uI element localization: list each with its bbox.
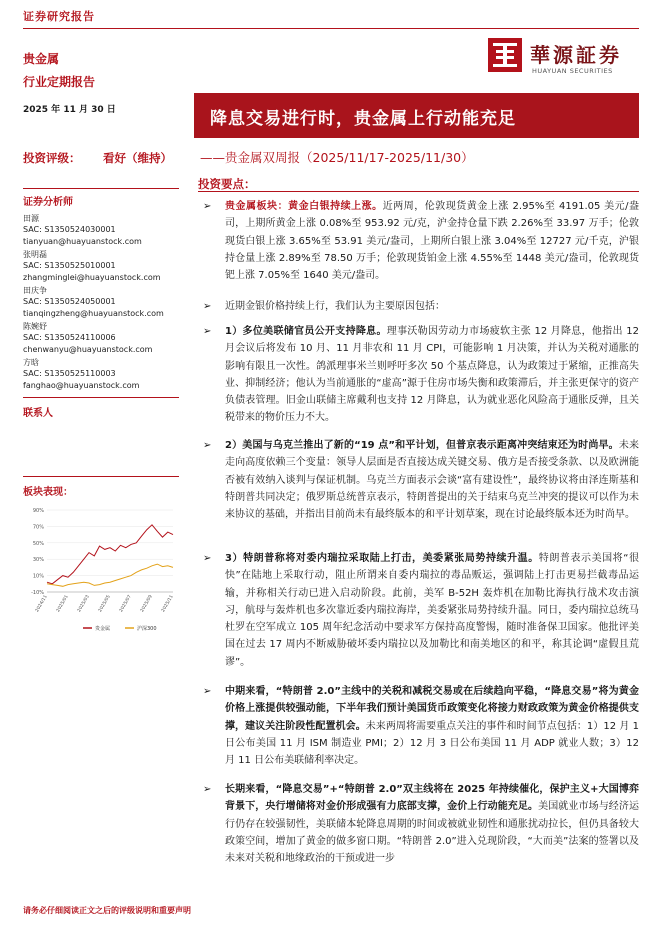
- paragraph-text: 未来两周将需要重点关注的事件和时间节点包括：1）12 月 1 日公布美国 11 月 ISM 制造业 PMI；2）12 月 3 日公布美国 11 月 ADP 就业人数；3）12 月 11 日公布美联储利率决定。: [225, 720, 639, 767]
- x-tick-label: 2025/11: [161, 594, 175, 614]
- analyst-name: 田源: [23, 214, 39, 223]
- top-divider: [23, 28, 639, 29]
- analyst-sac: SAC: S1350524030001: [23, 225, 116, 235]
- analyst-block: [23, 213, 142, 247]
- paragraph-text: 美国就业市场与经济运行仍存在较强韧性，美联储本轮降息周期的时间或被就业韧性和通胀扰动拉长，但仍具备较大政策空间，增加了黄金的做多窗口期。“特朗普 2.0”进入兑现阶段，“大而美”法案的签署以及未来对关税和地缘政治的干预或进一步: [225, 801, 640, 865]
- analyst-name: 田庆争: [23, 286, 47, 295]
- rating-value: 看好（维持）: [103, 151, 172, 165]
- paragraph-text: 未来走向高度依赖三个变量：领导人层面是否直接达成关键交易、俄方是否接受条款、以及欧洲能否被有效纳入谈判与保证机制。乌克兰方面表示会谈“富有建设性”，最终协议将由泽连斯基和特朗普共同决定；俄罗斯总统普京表示，特朗普提出的关于结束乌克兰冲突的提议可以作为未来协议的基础，并指出目前尚未有最终版本的和平计划草案，现在讨论最终版本还为时尚早。: [225, 440, 640, 521]
- paragraph-lead: 贵金属板块：黄金白银持续上涨。: [225, 201, 383, 212]
- contact-heading: 联系人: [23, 408, 53, 419]
- x-tick-label: 2025/07: [119, 594, 133, 614]
- analyst-email[interactable]: tianyuan@huayuanstock.com: [23, 236, 142, 246]
- key-point-paragraph: [203, 683, 639, 769]
- paragraph-text: 近期金银价格持续上行，我们认为主要原因包括：: [225, 301, 445, 312]
- arrow-bullet-icon: ➢: [203, 686, 212, 697]
- arrow-bullet-icon: ➢: [203, 326, 212, 337]
- analysts-heading: 证券分析师: [23, 197, 73, 208]
- key-point-paragraph: [203, 437, 639, 523]
- arrow-bullet-icon: ➢: [203, 553, 212, 564]
- paragraph-text: 理事沃勒因劳动力市场疲软主张 12 月降息，他指出 12 月会议后将发布 10 月、11 月非农和 11 月 CPI，可能影响 1 月决策，并认为关税对通胀的影响有限且一次性。鸽派理事米兰则呼吁多次 50 个基点降息，认为政策过于紧缩，正推高失业、抑制经济；他认为当前通胀的“虚高”源于住房市场失衡和政策滞后，并主张更保守的资产负债表管理。旧金山联储主席戴利也支持 12 月降息，认为就业恶化风险高于通胀反弹，且关税带来的物价压力不大。: [225, 326, 639, 424]
- analyst-block: [23, 357, 139, 391]
- analyst-name: 方晗: [23, 358, 39, 367]
- analyst-email[interactable]: chenwanyu@huayuanstock.com: [23, 344, 153, 354]
- analyst-sac: SAC: S1350525010001: [23, 261, 116, 271]
- arrow-bullet-icon: ➢: [203, 201, 212, 212]
- sector-performance-chart: [23, 500, 179, 640]
- report-date: 2025 年 11 月 30 日: [23, 105, 116, 115]
- analysts-top-divider: [23, 188, 179, 189]
- legend-label: 贵金属: [95, 626, 111, 632]
- paragraph-lead: 中期来看，“特朗普 2.0”主线中的关税和减税交易或在后续趋向平稳，“降息交易”将为黄金价格上涨提供较强动能，下半年我们预计美国货币政策变化将接力财政政策为黄金价格提供支撑，建议关注阶段性配置机会。: [225, 686, 639, 732]
- rating-label: 投资评级：: [23, 151, 81, 165]
- logo-chinese-name: 華源証券: [530, 43, 622, 67]
- key-point-paragraph: [203, 781, 639, 867]
- series-line-贵金属: [47, 525, 173, 584]
- chart-heading: 板块表现：: [23, 487, 73, 498]
- key-point-paragraph: [203, 198, 639, 284]
- footer-disclaimer: 请务必仔细阅读正文之后的评级说明和重要声明: [23, 906, 191, 915]
- x-tick-label: 2024/11: [35, 594, 49, 614]
- analyst-email[interactable]: zhangminglei@huayuanstock.com: [23, 272, 161, 282]
- arrow-bullet-icon: ➢: [203, 301, 212, 312]
- logo-mark-icon: [488, 38, 522, 72]
- paragraph-lead: 3）特朗普称将对委内瑞拉采取陆上打击，美委紧张局势持续升温。: [225, 553, 539, 564]
- y-tick-label: 10%: [32, 573, 44, 580]
- key-points-divider: [198, 191, 639, 192]
- document-type: 证券研究报告: [23, 10, 95, 23]
- analyst-block: [23, 249, 161, 283]
- company-logo: [488, 38, 638, 78]
- key-points-heading: 投资要点：: [198, 177, 256, 191]
- arrow-bullet-icon: ➢: [203, 784, 212, 795]
- y-tick-label: -10%: [31, 590, 44, 596]
- analyst-block: [23, 321, 152, 355]
- analyst-sac: SAC: S1350524050001: [23, 297, 116, 307]
- analyst-name: 陈婉妤: [23, 322, 47, 331]
- chart-top-divider: [23, 476, 179, 477]
- paragraph-text: 特朗普表示美国将“很快”在陆地上采取行动，阻止所谓来自委内瑞拉的毒品贩运，强调陆上打击更易拦截毒品运输，并称相关行动已进入启动阶段。此前，美军 B-52H 轰炸机在加勒比海执行战术攻击演习，航母与轰炸机也多次靠近委内瑞拉海岸，美委紧张局势持续升温。同日，委内瑞拉总统马杜罗在空军成立 105 周年纪念活动中要求军方保持高度警惕，随时准备保卫国家。他批评美国在过去 17 周内不断威胁破坏委内瑞拉以及加勒比和南美地区的和平，称其论调“虚假且荒谬”。: [225, 553, 639, 668]
- report-title: 降息交易进行时，贵金属上行动能充足: [210, 109, 516, 129]
- key-point-paragraph: [203, 298, 639, 315]
- paragraph-lead: 长期来看，“降息交易”+“特朗普 2.0”双主线将在 2025 年持续催化，保护主义+大国博弈背景下，央行增储将对金价形成强有力底部支撑，金价上行动能充足。: [225, 784, 639, 813]
- x-tick-label: 2025/09: [140, 594, 154, 614]
- x-tick-label: 2025/05: [98, 594, 112, 614]
- logo-english-name: HUAYUAN SECURITIES: [532, 67, 613, 75]
- paragraph-lead: 1）多位美联储官员公开支持降息。: [225, 326, 387, 337]
- analyst-email[interactable]: fanghao@huayuanstock.com: [23, 380, 140, 390]
- report-kind-label: 行业定期报告: [23, 75, 96, 89]
- contact-top-divider: [23, 397, 179, 398]
- analyst-sac: SAC: S1350524110006: [23, 333, 116, 343]
- paragraph-lead: 2）美国与乌克兰推出了新的“19 点”和平计划，但普京表示距离冲突结束还为时尚早。: [225, 440, 619, 451]
- x-tick-label: 2025/01: [56, 594, 70, 614]
- y-tick-label: 30%: [32, 557, 44, 564]
- legend-label: 沪深300: [137, 626, 157, 632]
- key-point-paragraph: [203, 550, 639, 671]
- arrow-bullet-icon: ➢: [203, 440, 212, 451]
- y-tick-label: 70%: [32, 524, 44, 531]
- analyst-sac: SAC: S1350525110003: [23, 369, 116, 379]
- y-tick-label: 90%: [32, 508, 44, 514]
- analyst-block: [23, 285, 164, 319]
- y-tick-label: 50%: [32, 540, 44, 547]
- series-line-沪深300: [47, 564, 173, 586]
- report-subtitle: ——贵金属双周报（2025/11/17-2025/11/30）: [200, 150, 474, 165]
- analyst-email[interactable]: tianqingzheng@huayuanstock.com: [23, 308, 164, 318]
- analyst-name: 张明磊: [23, 250, 47, 259]
- x-tick-label: 2025/03: [77, 594, 91, 614]
- key-point-paragraph: [203, 323, 639, 427]
- paragraph-text: 近两周，伦敦现货黄金上涨 2.95%至 4191.05 美元/盎司，上期所黄金上涨 0.08%至 953.92 元/克，沪金持仓量下跌 2.26%至 33.97 万手；伦敦现货白银上涨 3.65%至 53.91 美元/盎司，上期所白银上涨 3.04%至 12727 元/千克，沪银持仓量上涨 2.89%至 78.50 万手；伦敦现货铂金上涨 4.55%至 1448 美元/盎司，伦敦现货钯上涨 7.05%至 1640 美元/盎司。: [225, 201, 639, 282]
- sector-label: 贵金属: [23, 52, 60, 66]
